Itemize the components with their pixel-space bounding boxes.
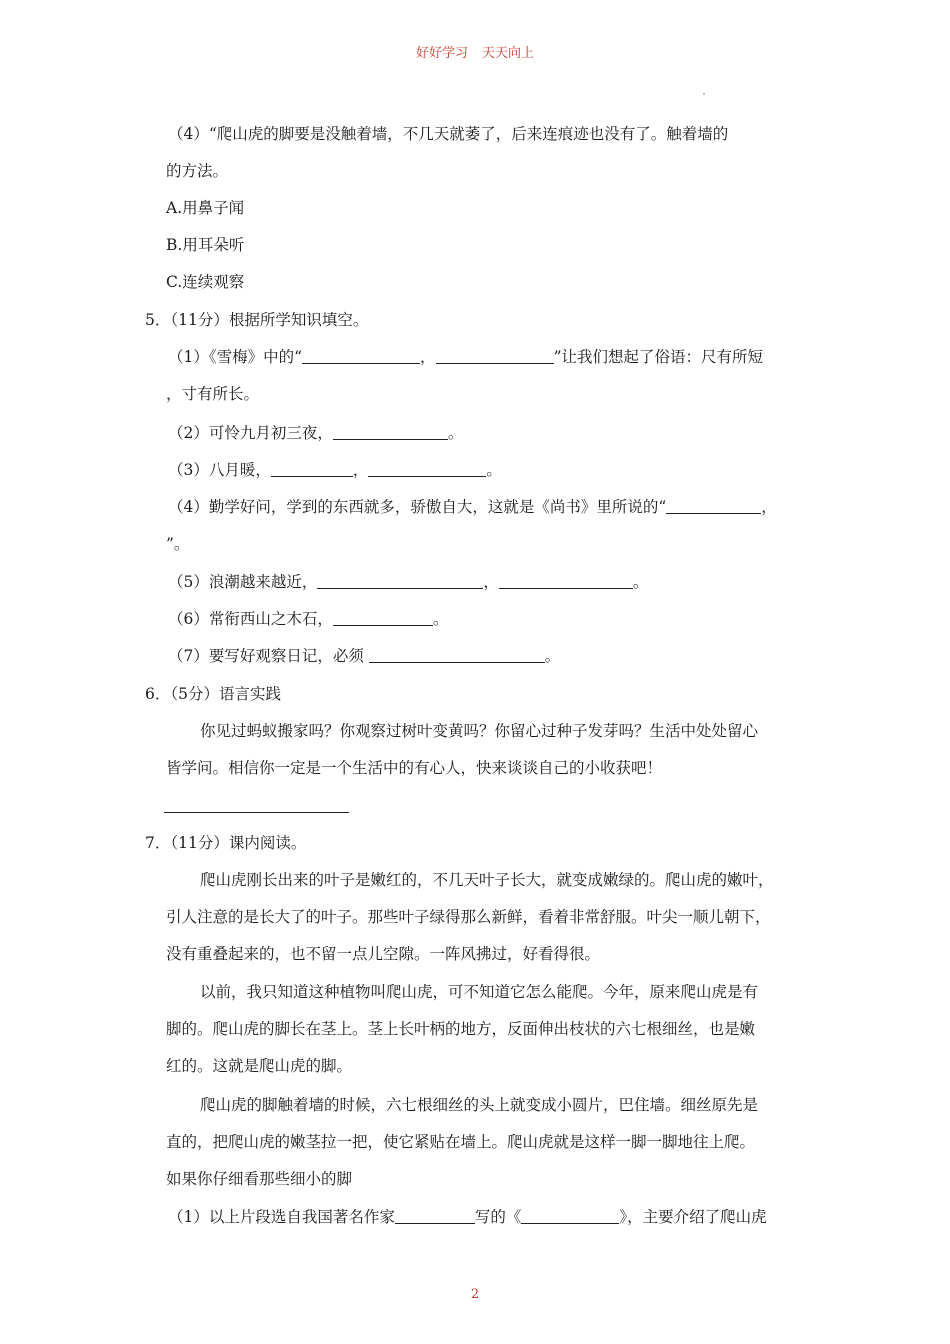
answer-blank[interactable] (436, 349, 554, 364)
q5-item4: （4）勤学好问，学到的东西就多，骄傲自大，这就是《尚书》里所说的“ ， (168, 498, 777, 516)
q6-line1: 你见过蚂蚁搬家吗？你观察过树叶变黄吗？你留心过种子发芽吗？生活中处处留心 (200, 722, 759, 740)
q5-item4-line2: ”。 (166, 535, 190, 553)
answer-blank[interactable] (302, 349, 420, 364)
q5-item6: （6）常衔西山之木石， 。 (168, 610, 449, 628)
answer-line[interactable] (164, 812, 349, 813)
q5-item5: （5）浪潮越来越近， ， 。 (168, 573, 649, 591)
speck (703, 93, 705, 95)
passage-p2-l2: 脚的。爬山虎的脚长在茎上。茎上长叶柄的地方，反面伸出枝状的六七根细丝，也是嫩 (166, 1020, 756, 1038)
q5-title: 5．（11分）根据所学知识填空。 (145, 311, 369, 329)
page-header (0, 42, 950, 61)
page-number: 2 (470, 1287, 480, 1302)
answer-blank[interactable] (521, 1209, 619, 1224)
answer-blank[interactable] (368, 462, 486, 477)
option-a: A.用鼻子闻 (166, 199, 245, 217)
option-c: C.连续观察 (166, 273, 245, 291)
option-b: B.用耳朵听 (166, 236, 245, 254)
answer-blank[interactable] (333, 611, 433, 626)
passage-p3-l1: 爬山虎的脚触着墙的时候，六七根细丝的头上就变成小圆片，巴住墙。细丝原先是 (200, 1096, 759, 1114)
header-left: 好好学习 (415, 46, 468, 61)
passage-p3-l3: 如果你仔细看那些细小的脚 (166, 1170, 353, 1188)
passage-p2-l1: 以前，我只知道这种植物叫爬山虎，可不知道它怎么能爬。今年，原来爬山虎是有 (200, 983, 759, 1001)
q7-sub1: （1）以上片段选自我国著名作家 写的《 》，主要介绍了爬山虎 (168, 1208, 767, 1226)
header-right: 天天向上 (482, 46, 535, 61)
q5-item3: （3）八月暖， ， 。 (168, 461, 502, 479)
passage-p1-l2: 引人注意的是长大了的叶子。那些叶子绿得那么新鲜，看着非常舒服。叶尖一顺儿朝下， (166, 908, 771, 926)
passage-p2-l3: 红的。这就是爬山虎的脚。 (166, 1057, 353, 1075)
answer-blank[interactable] (271, 462, 353, 477)
q5-item7: （7）要写好观察日记，必须 。 (168, 647, 561, 665)
q5-item2: （2）可怜九月初三夜， 。 (168, 424, 464, 442)
q4-4-line1: （4）“爬山虎的脚要是没触着墙，不几天就萎了，后来连痕迹也没有了。触着墙的 (168, 125, 729, 143)
q6-line2: 皆学问。相信你一定是一个生活中的有心人，快来谈谈自己的小收获吧！ (166, 759, 663, 777)
q5-item1-line2: ，寸有所长。 (166, 385, 260, 403)
passage-p3-l2: 直的，把爬山虎的嫩茎拉一把，使它紧贴在墙上。爬山虎就是这样一脚一脚地往上爬。 (166, 1133, 756, 1151)
answer-blank[interactable] (395, 1209, 475, 1224)
q4-4-line2: 的方法。 (166, 162, 229, 180)
passage-p1-l1: 爬山虎刚长出来的叶子是嫩红的，不几天叶子长大，就变成嫩绿的。爬山虎的嫩叶， (200, 871, 774, 889)
answer-blank[interactable] (369, 648, 545, 663)
q7-title: 7．（11分）课内阅读。 (145, 834, 307, 852)
q6-title: 6．（5分）语言实践 (145, 685, 281, 703)
answer-blank[interactable] (317, 574, 483, 589)
answer-blank[interactable] (499, 574, 633, 589)
passage-p1-l3: 没有重叠起来的，也不留一点儿空隙。一阵风拂过，好看得很。 (166, 945, 601, 963)
answer-blank[interactable] (666, 499, 761, 514)
q5-item1: （1）《雪梅》中的“ ， ”让我们想起了俗语：尺有所短 (168, 348, 763, 366)
answer-blank[interactable] (333, 425, 448, 440)
